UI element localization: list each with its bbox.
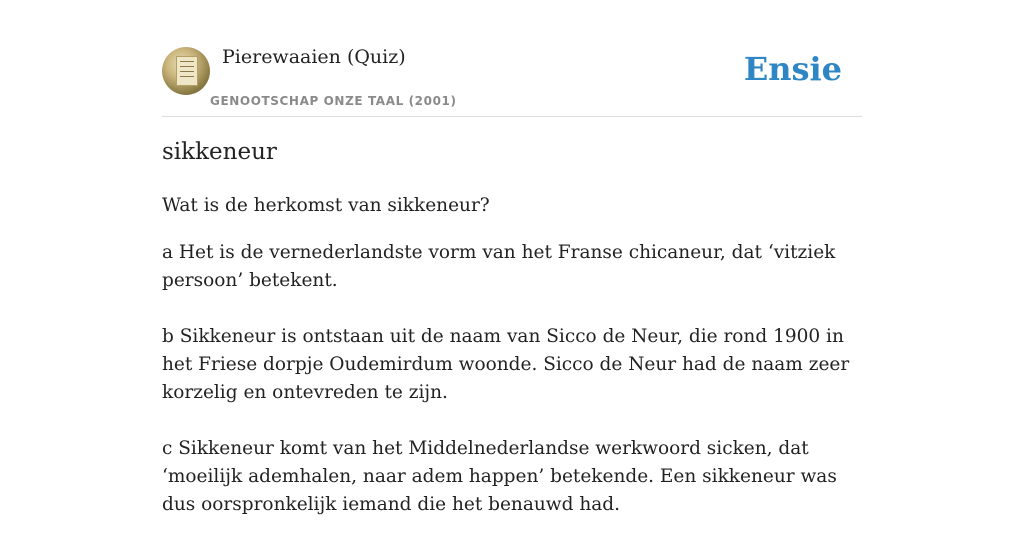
book-cover-icon: [176, 56, 198, 86]
entry-content: [162, 192, 862, 547]
source-cover-image[interactable]: [162, 47, 210, 95]
source-title[interactable]: Pierewaaien (Quiz): [222, 46, 406, 68]
entry-title: sikkeneur: [162, 139, 277, 165]
ensie-logo-link[interactable]: Ensie: [743, 50, 842, 88]
answer-option-a: a Het is de vernederlandste vorm van het Franse chicaneur, dat ‘vitziek persoon’ betekent.: [162, 242, 836, 291]
publisher-label: GENOOTSCHAP ONZE TAAL (2001): [210, 94, 457, 108]
question-text: Wat is de herkomst van sikkeneur?: [162, 195, 490, 216]
answer-option-c: c Sikkeneur komt van het Middelnederlandse werkwoord sicken, dat ‘moeilijk ademhalen, naar adem happen’ betekende. Een sikkeneur was dus oorspronkelijk iemand die het benauwd had.: [162, 438, 837, 515]
source-header: [162, 46, 862, 117]
answer-option-b: b Sikkeneur is ontstaan uit de naam van Sicco de Neur, die rond 1900 in het Friese dorpje Oudemirdum woonde. Sicco de Neur had de naam zeer korzelig en ontevreden te zijn.: [162, 326, 850, 403]
